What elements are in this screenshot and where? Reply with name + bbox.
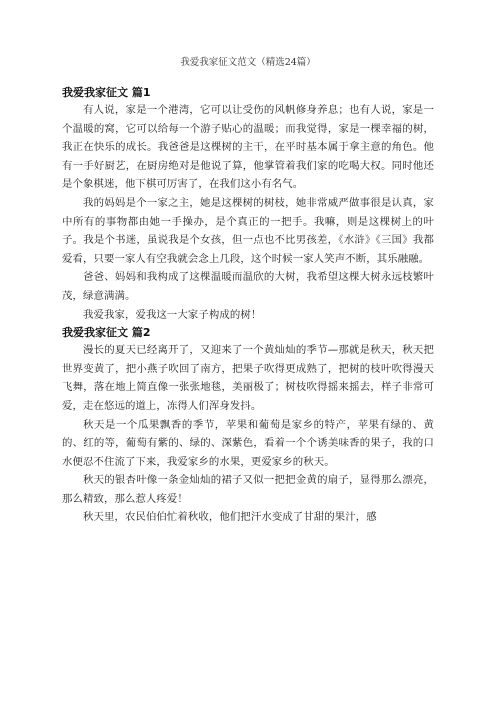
essay-paragraph: 秋天的银杏叶像一条金灿灿的裙子又似一把把金黄的扇子，显得那么漂亮，那么精致，那么惹人疼爱！	[62, 474, 434, 505]
essay-paragraph: 爸爸、妈妈和我构成了这棵温暖而温欣的大树，我希望这棵大树永远枝繁叶茂，绿意满满。	[62, 271, 434, 302]
essay-paragraph: 我的妈妈是个一家之主，她是这棵树的树枝，她非常威严做事很是认真，家中所有的事物都由她一手操办，是个真正的一把手。我嘛，则是这棵树上的叶子。我是个书迷，虽说我是个女孩，但一点也不比男孩差，《水浒》《三国》我都爱看，只要一家人有空我就会念上几段，这个时候一家人笑声不断，其乐融融。	[62, 196, 434, 265]
essay-paragraph: 秋天里，农民伯伯忙着秋收，他们把汗水变成了甘甜的果汁，感	[83, 511, 377, 524]
essay-2	[62, 324, 434, 527]
document-title: 我爱我家征文范文（精选24篇）	[180, 57, 316, 68]
essay-1	[62, 84, 434, 324]
essay-paragraph: 秋天是一个瓜果飘香的季节，苹果和葡萄是家乡的特产，苹果有绿的、黄的、红的等，葡萄有紫的、绿的、深紫色，看着一个个诱美味香的果子，我的口水便忍不住流了下来，我爱家乡的水果，更爱家乡的秋天。	[62, 418, 434, 468]
essay-paragraph: 漫长的夏天已经离开了，又迎来了一个黄灿灿的季节—那就是秋天，秋天把世界变黄了，把小燕子吹回了南方，把果子吹得更成熟了，把树的枝叶吹得漫天飞舞，落在地上简直像一张张地毯，美丽极了；树枝吹得摇来摇去，样子非常可爱，走在悠远的道上，冻得人们浑身发抖。	[62, 344, 434, 412]
essay-heading: 我爱我家征文 篇1	[62, 86, 151, 99]
essay-heading: 我爱我家征文 篇2	[62, 326, 151, 340]
essay-paragraph: 有人说，家是一个港湾，它可以让受伤的风帆修身养息；也有人说，家是一个温暖的窝，它可以给每一个游子贴心的温暖；而我觉得，家是一棵幸福的树，我正在快乐的成长。我爸爸是这棵树的主干，在平时基本属于拿主意的角色。他有一手好厨艺，在厨房绝对是他说了算，他掌管着我们家的吃喝大权。同时他还是个象棋迷，他下棋可厉害了，在我们这小有名气。	[62, 104, 434, 191]
essay-paragraph: 我爱我家，爱我这一大家子构成的树！	[83, 308, 262, 321]
